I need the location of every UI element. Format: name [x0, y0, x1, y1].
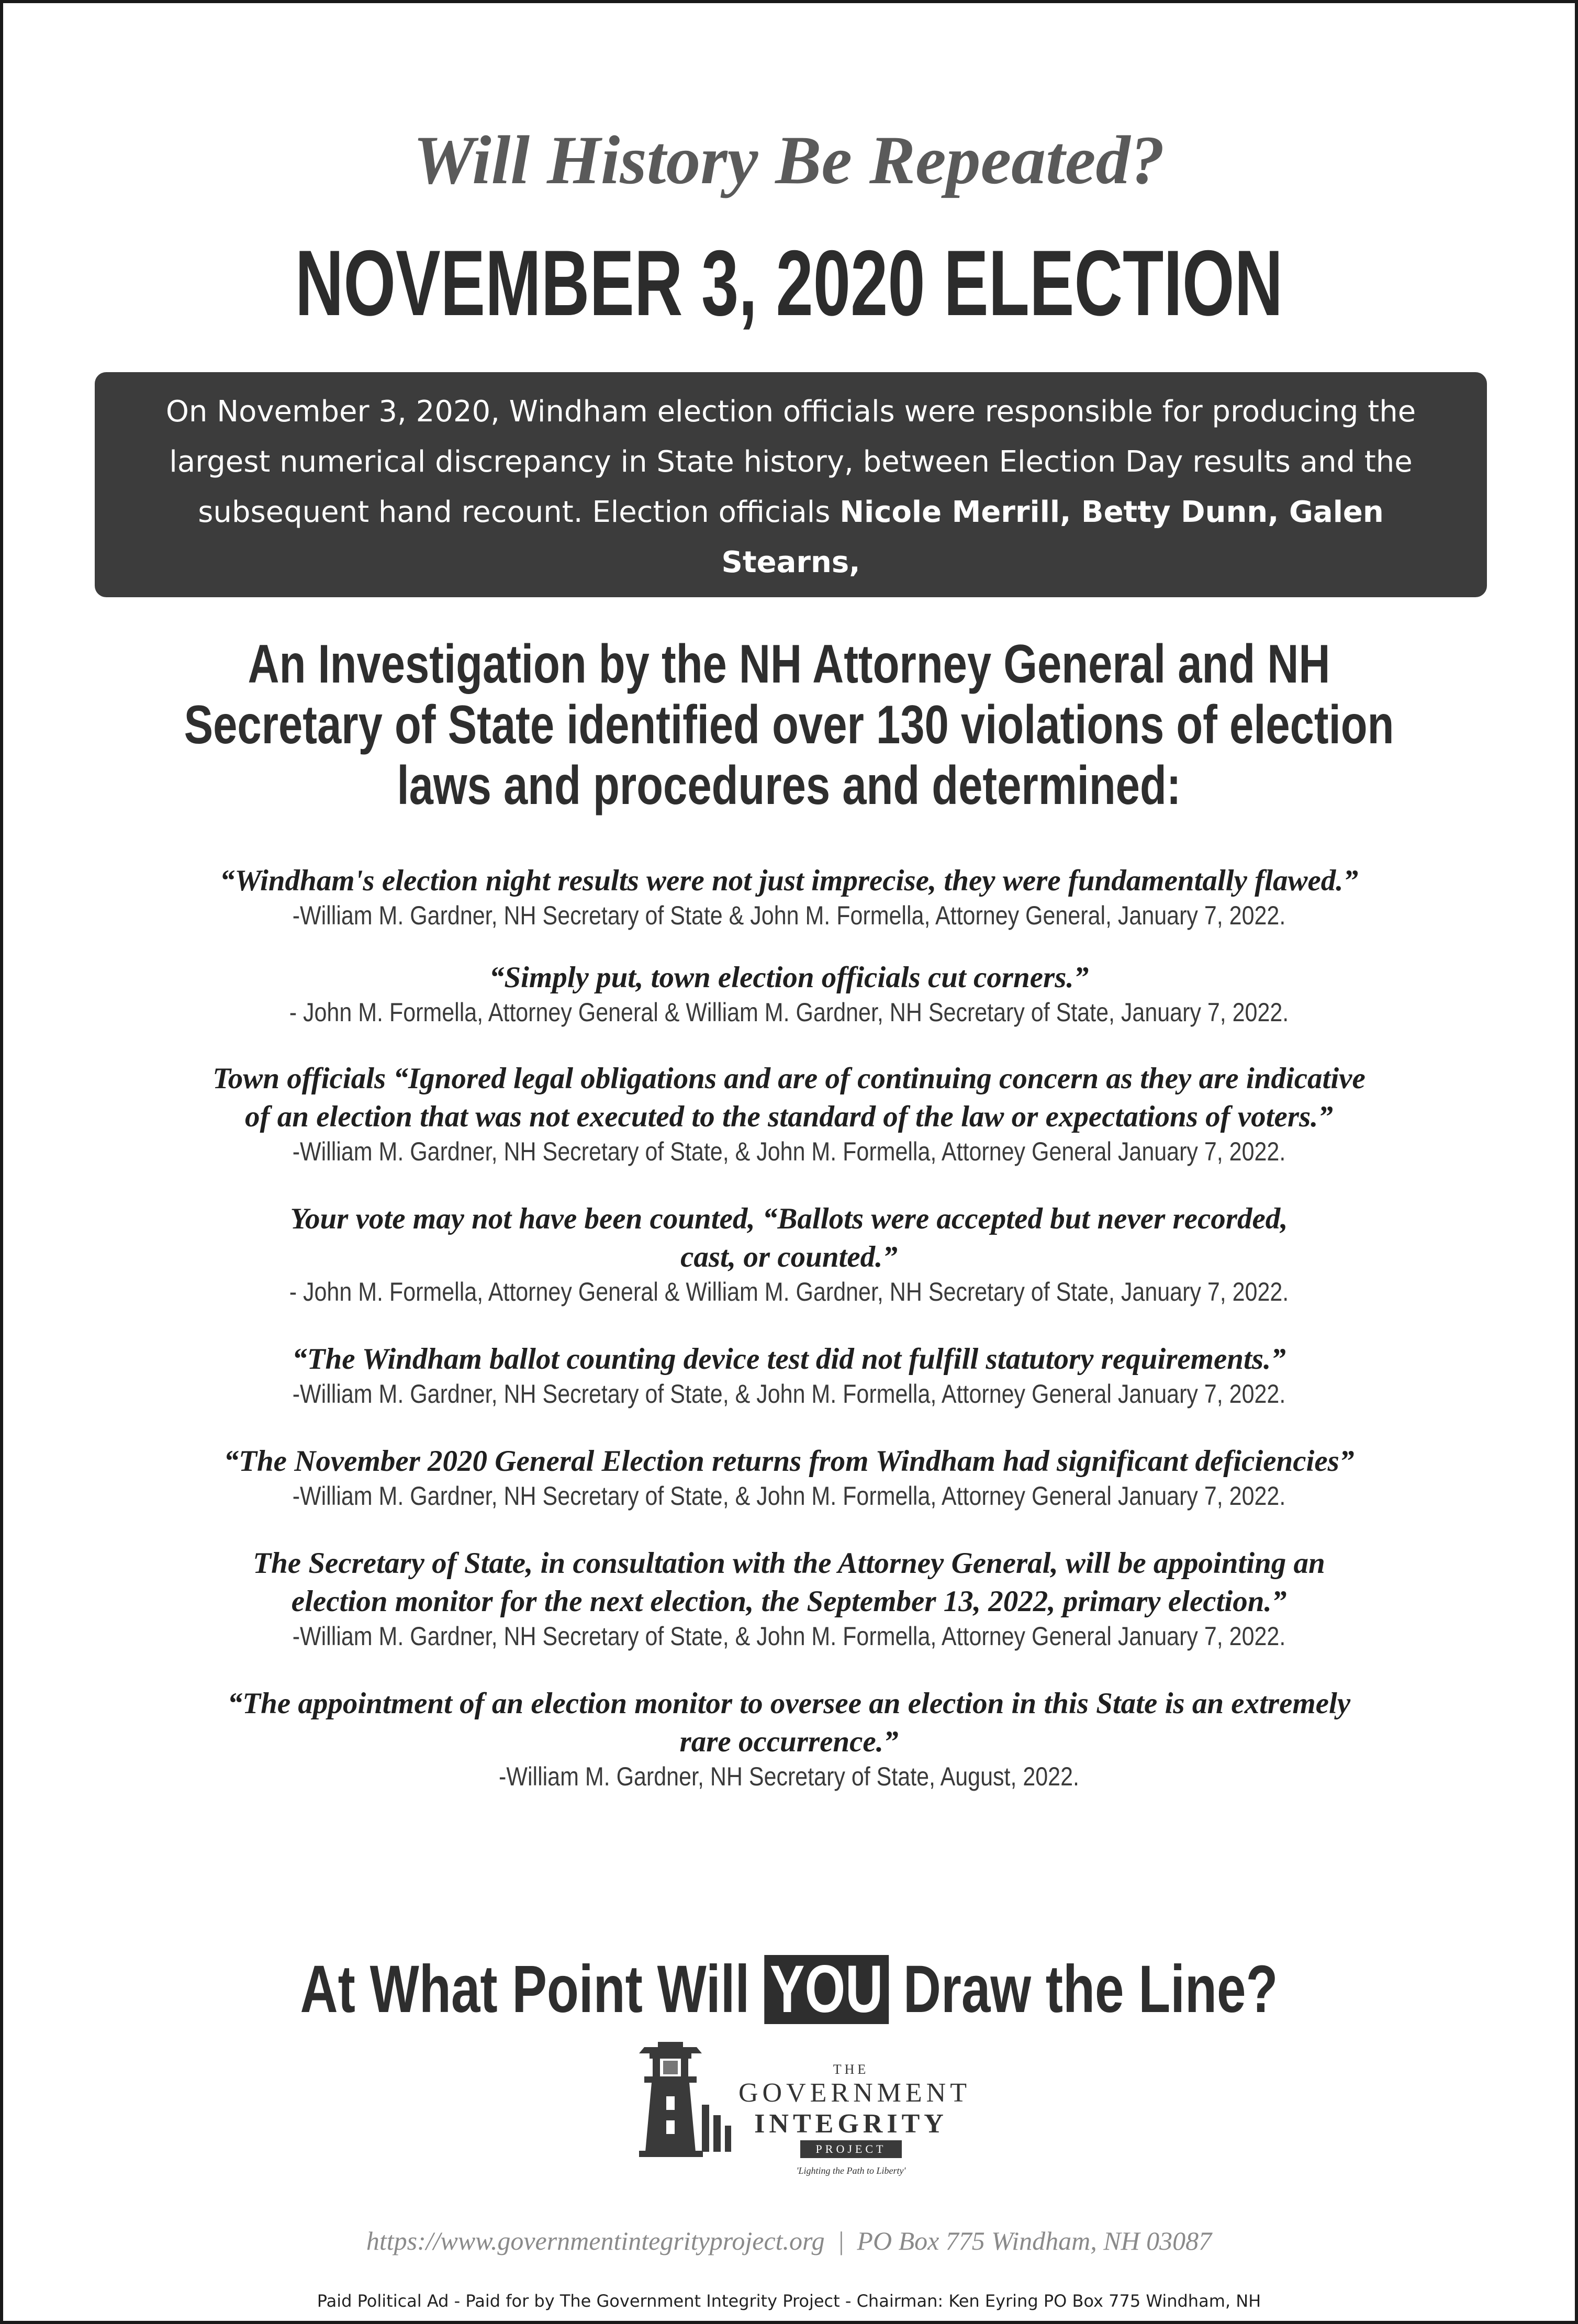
quote-item — [66, 1059, 1512, 1167]
quote-attribution: - John M. Formella, Attorney General & William M. Gardner, NH Secretary of State, January 7, 2022. — [289, 998, 1289, 1027]
banner-line-4 — [126, 588, 1456, 638]
quote-line: of an election that was not executed to the standard of the law or expectations of voters.” — [245, 1100, 1333, 1133]
quote-attribution: -William M. Gardner, NH Secretary of State, & John M. Formella, Attorney General January 7, 2022. — [292, 1379, 1286, 1409]
quote-line: “The appointment of an election monitor to oversee an election in this State is an extremely — [227, 1687, 1351, 1720]
quote-line: “Simply put, town election officials cut corners.” — [489, 961, 1089, 994]
quote-line: “The November 2020 General Election returns from Windham had significant deficiencies” — [223, 1445, 1355, 1478]
quote-line: cast, or counted.” — [680, 1241, 898, 1273]
page-title: NOVEMBER 3, 2020 ELECTION — [295, 231, 1283, 335]
quotes-list — [66, 862, 1512, 1792]
investigation-line-3: laws and procedures and determined: — [397, 755, 1181, 816]
mailing-address: PO Box 775 Windham, NH 03087 — [857, 2226, 1212, 2255]
quote-item — [66, 958, 1512, 1028]
logo-the: THE — [833, 2062, 869, 2077]
quote-line: Your vote may not have been counted, “Ballots were accepted but never recorded, — [290, 1202, 1288, 1235]
contact-separator: | — [837, 2226, 845, 2255]
quote-line: “The Windham ballot counting device test did not fulfill statutory requirements.” — [292, 1343, 1286, 1376]
cta-highlight: YOU — [764, 1955, 889, 2024]
banner-and: and — [407, 596, 481, 630]
quote-item — [66, 1544, 1512, 1652]
quote-line: election monitor for the next election, the September 13, 2022, primary election.” — [291, 1585, 1287, 1618]
logo-wordmark — [738, 2042, 971, 2176]
banner-line-3 — [126, 487, 1456, 588]
official-names-1: Nicole Merrill, Betty Dunn, Galen Stearns, — [721, 495, 1384, 579]
quote-text — [66, 1200, 1512, 1276]
banner-line-3-start: subsequent hand recount. Election officials — [198, 495, 840, 529]
official-names-2: Ross McLeod — [193, 596, 407, 630]
banner-period: . — [1379, 596, 1389, 630]
quote-attribution: -William M. Gardner, NH Secretary of State & John M. Formella, Attorney General, January 7, 2022. — [292, 901, 1286, 930]
website-link[interactable]: https://www.governmentintegrityproject.org — [366, 2226, 825, 2255]
summary-banner — [95, 372, 1487, 630]
quote-text — [66, 1544, 1512, 1621]
quote-item — [66, 862, 1512, 931]
logo-integrity: INTEGRITY — [754, 2109, 948, 2139]
logo-tagline: 'Lighting the Path to Liberty' — [796, 2165, 906, 2176]
quote-attribution: -William M. Gardner, NH Secretary of State, August, 2022. — [499, 1762, 1079, 1791]
banner-superscript: th — [1362, 596, 1380, 617]
quote-item — [66, 1442, 1512, 1512]
quote-text — [66, 862, 1512, 900]
banner-line-2: largest numerical discrepancy in State history, between Election Day results and the — [169, 445, 1413, 479]
quote-attribution: - John M. Formella, Attorney General & William M. Gardner, NH Secretary of State, January 7, 2022. — [289, 1277, 1289, 1306]
quote-text — [66, 1442, 1512, 1480]
paid-ad-disclaimer: Paid Political Ad - Paid for by The Government Integrity Project - Chairman: Ken Eyring PO Box 775 Windham, NH — [317, 2291, 1261, 2311]
quote-line: “Windham's election night results were not just imprecise, they were fundamentally flawed.” — [219, 864, 1359, 897]
quote-text — [66, 958, 1512, 997]
quote-attribution: -William M. Gardner, NH Secretary of State, & John M. Formella, Attorney General January 7, 2022. — [292, 1481, 1286, 1511]
contact-line — [3, 2225, 1575, 2256]
organization-logo — [629, 2042, 971, 2176]
investigation-line-1: An Investigation by the NH Attorney General and NH — [248, 634, 1330, 695]
quote-item — [66, 1200, 1512, 1308]
quote-line: rare occurrence.” — [679, 1725, 899, 1758]
banner-line-4-end: will appear on the ballot on March 12 — [805, 596, 1362, 630]
quote-line: The Secretary of State, in consultation with the Attorney General, will be appointing an — [253, 1547, 1325, 1580]
quote-text — [66, 1059, 1512, 1136]
cta-before: At What Point Will — [300, 1952, 764, 2027]
quote-item — [66, 1340, 1512, 1410]
supertitle: Will History Be Repeated? — [413, 121, 1165, 198]
banner-line-1: On November 3, 2020, Windham election officials were responsible for producing the — [165, 395, 1416, 429]
logo-government: GOVERNMENT — [738, 2078, 971, 2108]
quote-attribution: -William M. Gardner, NH Secretary of State, & John M. Formella, Attorney General January 7, 2022. — [292, 1137, 1286, 1166]
investigation-heading — [160, 634, 1417, 816]
quote-text — [66, 1684, 1512, 1761]
quote-text — [66, 1340, 1512, 1378]
investigation-line-2: Secretary of State identified over 130 violations of election — [184, 695, 1394, 755]
quote-line: Town officials “Ignored legal obligations and are of continuing concern as they are indicative — [212, 1062, 1366, 1095]
cta-after: Draw the Line? — [889, 1952, 1278, 2027]
quote-attribution: -William M. Gardner, NH Secretary of State, & John M. Formella, Attorney General January 7, 2022. — [292, 1622, 1286, 1651]
call-to-action — [176, 1950, 1402, 2029]
logo-project: PROJECT — [800, 2140, 902, 2158]
lighthouse-icon — [629, 2042, 733, 2170]
quote-item — [66, 1684, 1512, 1792]
official-names-3: Roger Hohenberger — [480, 596, 806, 630]
